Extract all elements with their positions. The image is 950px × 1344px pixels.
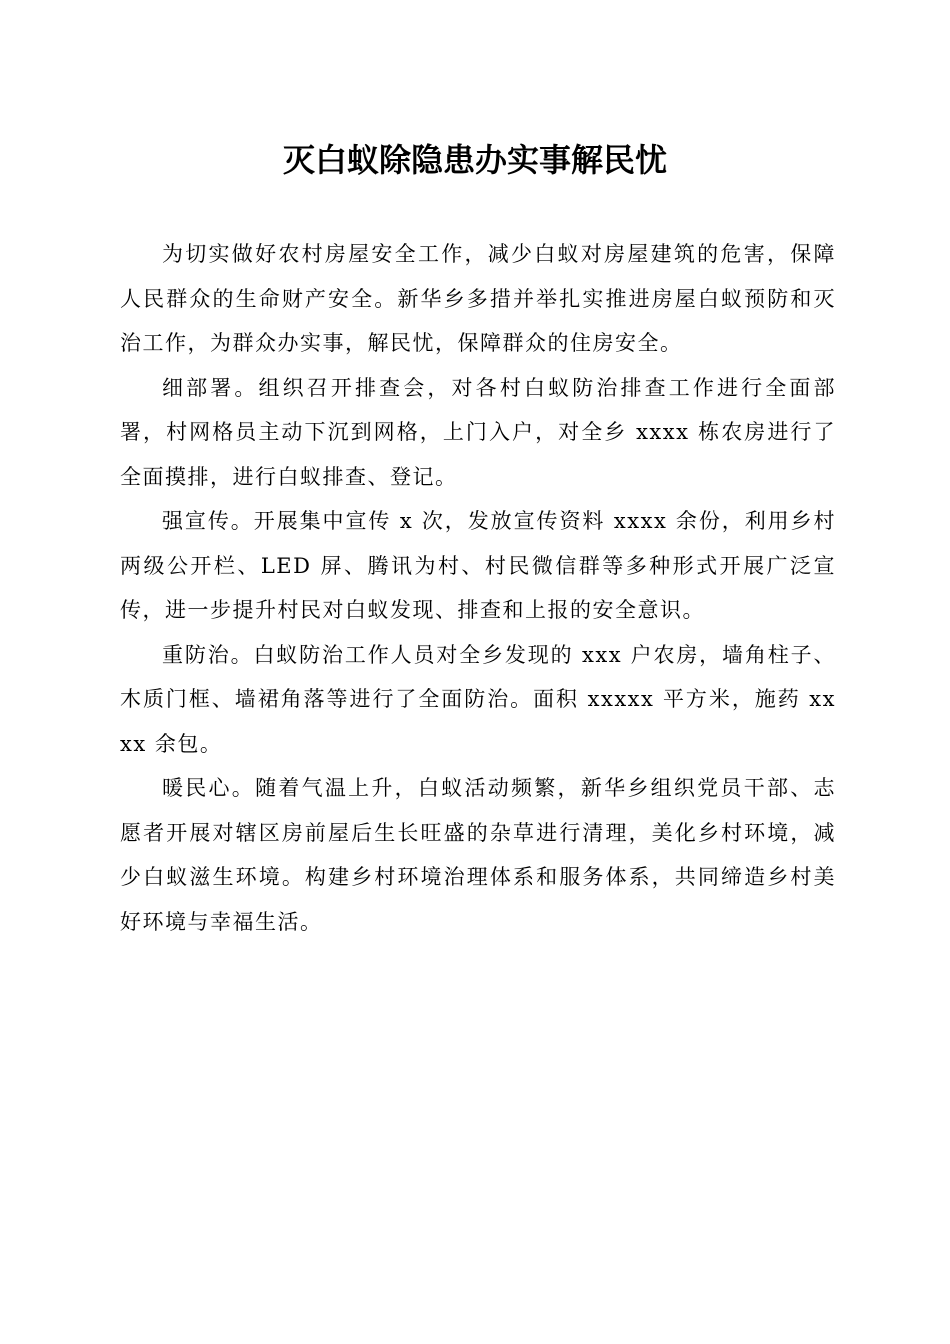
paragraph-treatment: 重防治。白蚁防治工作人员对全乡发现的 xxx 户农房，墙角柱子、木质门框、墙裙角落等进行了全面防治。面积 xxxxx 平方米，施药 xxxx 余包。: [120, 642, 836, 756]
paragraph-publicity: 强宣传。开展集中宣传 x 次，发放宣传资料 xxxx 余份，利用乡村两级公开栏、LED 屏、腾讯为村、村民微信群等多种形式开展广泛宣传，进一步提升村民对白蚁发现、排查和上报的安全意识。: [120, 509, 836, 622]
paragraph-deployment: 细部署。组织召开排查会，对各村白蚁防治排查工作进行全面部署，村网格员主动下沉到网格，上门入户，对全乡 xxxx 栋农房进行了全面摸排，进行白蚁排查、登记。: [120, 375, 836, 489]
paragraph-environment: 暖民心。随着气温上升，白蚁活动频繁，新华乡组织党员干部、志愿者开展对辖区房前屋后生长旺盛的杂草进行清理，美化乡村环境，减少白蚁滋生环境。构建乡村环境治理体系和服务体系，共同缔造乡村美好环境与幸福生活。: [120, 776, 836, 934]
document-title: 灭白蚁除隐患办实事解民忧: [282, 141, 667, 179]
document-body: [120, 232, 836, 944]
paragraph-intro: 为切实做好农村房屋安全工作，减少白蚁对房屋建筑的危害，保障人民群众的生命财产安全。新华乡多措并举扎实推进房屋白蚁预防和灭治工作，为群众办实事，解民忧，保障群众的住房安全。: [120, 242, 836, 355]
